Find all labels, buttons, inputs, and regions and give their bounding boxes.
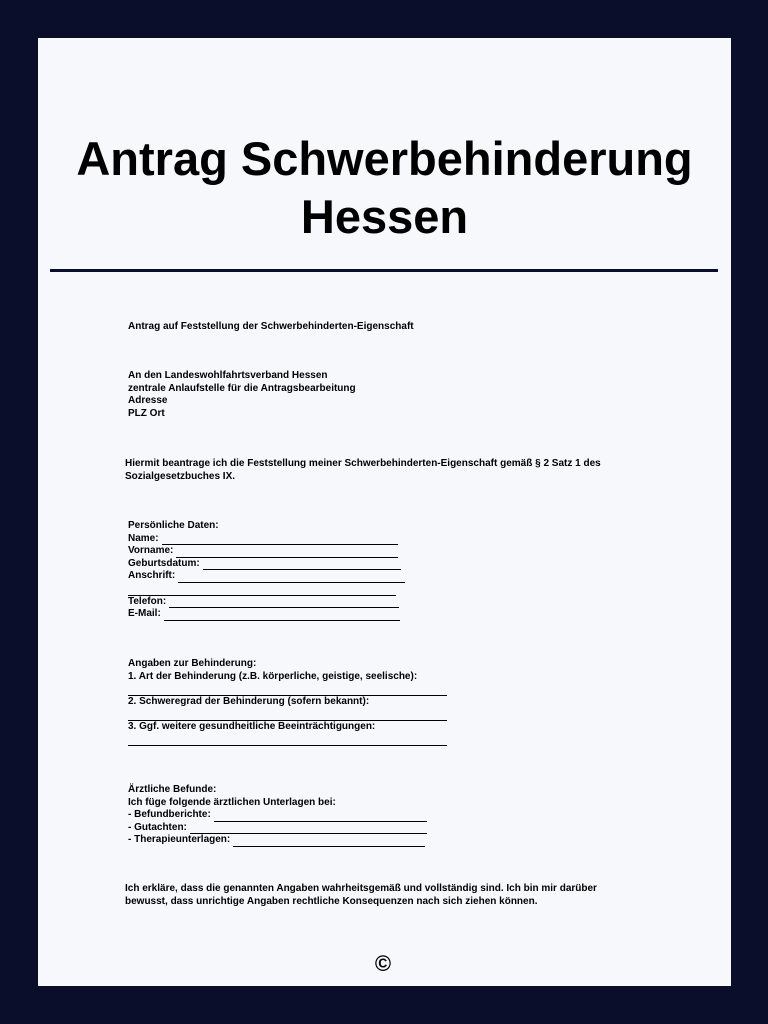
disability-answer-3-line[interactable] [128,736,447,746]
disability-answer-2-line[interactable] [128,711,447,721]
address-line-3: Adresse [128,395,168,407]
disability-heading: Angaben zur Behinderung: [128,658,257,669]
declaration-paragraph [125,883,597,908]
telefon-label: Telefon: [128,595,167,607]
request-line-2: Sozialgesetzbuches IX. [125,470,236,482]
geburtsdatum-field[interactable] [128,558,408,571]
declaration-line-1: Ich erkläre, dass die genannten Angaben wahrheitsgemäß und vollständig sind. Ich bin mir darüber [125,883,597,894]
vorname-input-line[interactable] [176,548,398,558]
befundberichte-input-line[interactable] [214,812,427,822]
anschrift-continuation-field[interactable] [128,583,408,596]
gutachten-label: - Gutachten: [128,821,187,833]
personal-heading: Persönliche Daten: [128,520,219,531]
befundberichte-label: - Befundberichte: [128,809,211,821]
personal-data-section [128,520,408,621]
disability-answer-3-field[interactable] [128,734,448,747]
disability-section [128,658,448,746]
medical-intro: Ich füge folgende ärztlichen Unterlagen bei: [128,796,336,808]
email-input-line[interactable] [164,611,400,621]
geburtsdatum-label: Geburtsdatum: [128,557,200,569]
address-block [128,370,356,420]
name-field[interactable] [128,533,408,546]
anschrift-label: Anschrift: [128,570,176,582]
therapieunterlagen-field[interactable] [128,834,438,847]
vorname-field[interactable] [128,545,408,558]
medical-section [128,784,438,847]
page-title [38,130,731,246]
anschrift-continuation-line[interactable] [128,586,396,596]
request-line-1: Hiermit beantrage ich die Feststellung meiner Schwerbehinderten-Eigenschaft gemäß § 2 Satz 1 des [125,458,601,469]
gutachten-field[interactable] [128,822,438,835]
therapieunterlagen-label: - Therapieunterlagen: [128,834,231,846]
request-paragraph [125,458,601,483]
address-line-4: PLZ Ort [128,407,165,419]
subject-line: Antrag auf Feststellung der Schwerbehinderten-Eigenschaft [128,321,414,332]
vorname-label: Vorname: [128,545,174,557]
document-page [38,38,731,986]
disability-answer-2-field[interactable] [128,708,448,721]
title-line-2: Hessen [300,190,469,243]
gutachten-input-line[interactable] [190,824,427,834]
medical-heading: Ärztliche Befunde: [128,784,217,795]
copyright-icon: © [374,951,392,976]
name-label: Name: [128,532,159,544]
anschrift-field[interactable] [128,570,408,583]
befundberichte-field[interactable] [128,809,438,822]
name-input-line[interactable] [162,535,398,545]
disability-question-2: 2. Schweregrad der Behinderung (sofern bekannt): [128,695,370,707]
title-divider [50,269,718,272]
disability-question-3: 3. Ggf. weitere gesundheitliche Beeinträchtigungen: [128,720,376,732]
email-label: E-Mail: [128,608,161,620]
disability-question-1: 1. Art der Behinderung (z.B. körperliche, geistige, seelische): [128,670,418,682]
disability-answer-1-line[interactable] [128,686,447,696]
telefon-field[interactable] [128,596,408,609]
geburtsdatum-input-line[interactable] [203,560,401,570]
email-field[interactable] [128,608,408,621]
declaration-line-2: bewusst, dass unrichtige Angaben rechtliche Konsequenzen nach sich ziehen können. [125,895,538,907]
address-line-1: An den Landeswohlfahrtsverband Hessen [128,370,328,381]
therapieunterlagen-input-line[interactable] [233,837,425,847]
title-line-1: Antrag Schwerbehinderung [76,132,693,185]
disability-answer-1-field[interactable] [128,683,448,696]
telefon-input-line[interactable] [169,598,399,608]
anschrift-input-line[interactable] [178,573,405,583]
address-line-2: zentrale Anlaufstelle für die Antragsbearbeitung [128,382,356,394]
